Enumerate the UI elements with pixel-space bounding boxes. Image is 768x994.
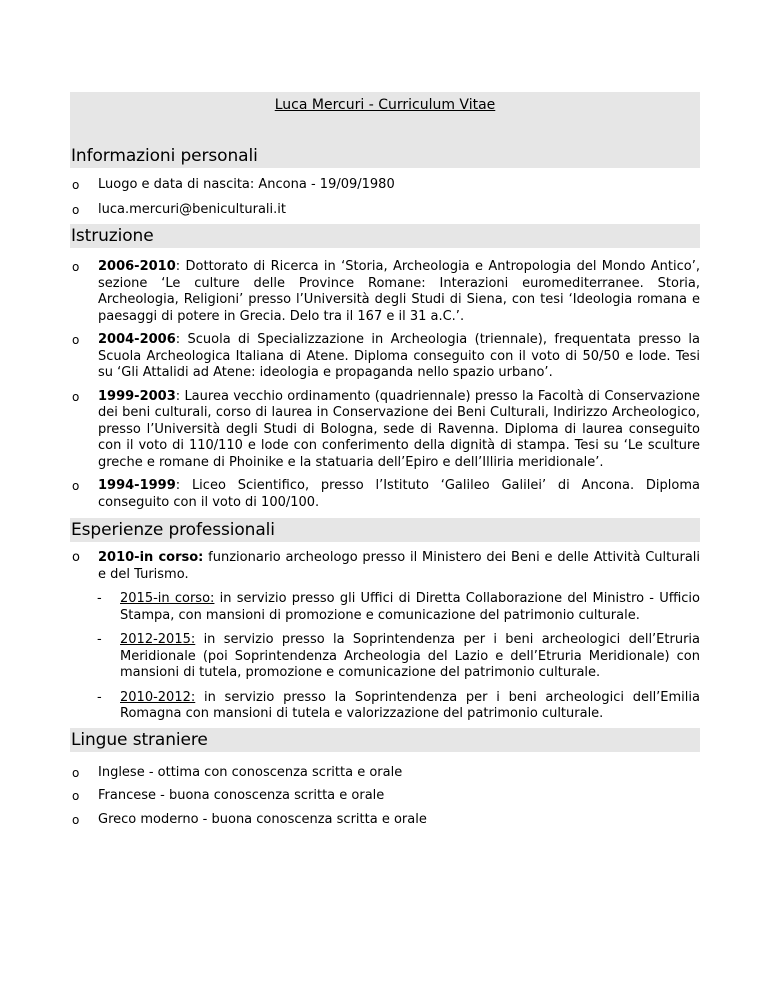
section-heading-personal: Informazioni personali [70, 144, 700, 168]
education-list [70, 259, 700, 511]
personal-info-list [70, 177, 700, 218]
list-item: o Francese - buona conoscenza scritta e orale [72, 788, 385, 803]
experience-list [70, 550, 700, 723]
bullet-icon: o [72, 202, 80, 217]
list-item: o 1994-1999: Liceo Scientifico, presso l’Istituto ‘Galileo Galilei’ di Ancona. Diploma conseguito con il voto di 100/100. [72, 478, 700, 510]
list-item: o Luogo e data di nascita: Ancona - 19/09/1980 [72, 177, 395, 192]
title-block [70, 92, 700, 167]
languages-list [70, 765, 700, 829]
bullet-icon: o [72, 812, 80, 827]
list-item: o 2004-2006: Scuola di Specializzazione in Archeologia (triennale), frequentata presso la Scuola Archeologica Italiana di Atene. Diploma conseguito con il voto di 50/50 e lode. Tesi su ‘Gli Attalidi ad Atene: ideologia e propaganda nello spazio urbano’. [72, 332, 700, 380]
list-item: o Greco moderno - buona conoscenza scritta e orale [72, 811, 427, 827]
list-item [70, 202, 700, 219]
bullet-icon: o [72, 479, 80, 493]
section-heading-experience: Esperienze professionali [70, 518, 700, 542]
list-item: - 2015-in corso: in servizio presso gli Uffici di Diretta Collaborazione del Ministro - Ufficio Stampa, con mansioni di promozione e comunicazione del patrimonio culturale. [97, 591, 701, 623]
list-item: - 2012-2015: in servizio presso la Soprintendenza per i beni archeologici dell’Etruria Meridionale (poi Soprintendenza Archeologia del Lazio e dell’Etruria Meridionale) con mansioni di tutela, promozione e comunicazione del patrimonio culturale. [97, 632, 700, 680]
bullet-icon: o [72, 178, 80, 192]
experience-sublist [70, 591, 700, 723]
section-heading-languages: Lingue straniere [70, 728, 700, 752]
bullet-icon: o [72, 260, 80, 274]
list-item: o Inglese - ottima con conoscenza scritta e orale [72, 764, 403, 780]
bullet-icon: o [72, 550, 80, 565]
list-item: o 2006-2010: Dottorato di Ricerca in ‘Storia, Archeologia e Antropologia del Mondo Antico’, sezione ‘Le culture delle Province Romane: Interazioni euromediterranee. Storia, Archeologia, Religioni’ presso l’Università degli Studi di Siena, con tesi ‘Ideologia romana e paesaggi di potere in Grecia. Delo tra il 167 e il 31 a.C.’. [72, 259, 700, 324]
document-title: Luca Mercuri - Curriculum Vitae [274, 97, 496, 113]
bullet-icon: o [72, 789, 80, 803]
section-heading-education: Istruzione [70, 224, 700, 248]
cv-document [70, 92, 700, 828]
list-item: - 2010-2012: in servizio presso la Soprintendenza per i beni archeologici dell’Emilia Romagna con mansioni di tutela e valorizzazione del patrimonio culturale. [97, 689, 700, 721]
list-item: o 1999-2003: Laurea vecchio ordinamento (quadriennale) presso la Facoltà di Conservazione dei beni culturali, corso di laurea in Conservazione dei Beni Culturali, Indirizzo Archeologico, presso l’Università degli Studi di Bologna, sede di Ravenna. Diploma di laurea conseguito con il voto di 110/110 e lode con conferimento della dignità di stampa. Tesi su ‘Le sculture greche e romane di Phoinike e la statuaria dell’Epiro e dell’Illiria meridionale’. [72, 388, 700, 470]
email-text: luca.mercuri@beniculturali.it [98, 201, 286, 217]
bullet-icon: o [72, 389, 80, 404]
list-item: o 2010-in corso: funzionario archeologo presso il Ministero dei Beni e delle Attività Culturali e del Turismo. - 2015-in corso: in servizio presso gli Uffici di Diretta Collaborazione del Ministro - Ufficio Stampa, con mansioni di promozione e comunicazione del patrimonio culturale. - 2012-2015: in servizio presso la Soprintendenza per i beni archeologici dell’Etruria Meridionale (poi Soprintendenza Archeologia del Lazio e dell’Etruria Meridionale) con mansioni di tutela, promozione e comunicazione del patrimonio culturale. - 2010-2012: in servizio presso la Soprintendenza per i beni archeologici dell’Emilia Romagna con mansioni di tutela e valorizzazione del patrimonio culturale. [72, 550, 701, 721]
bullet-icon: o [72, 333, 80, 347]
bullet-icon: o [72, 765, 80, 780]
